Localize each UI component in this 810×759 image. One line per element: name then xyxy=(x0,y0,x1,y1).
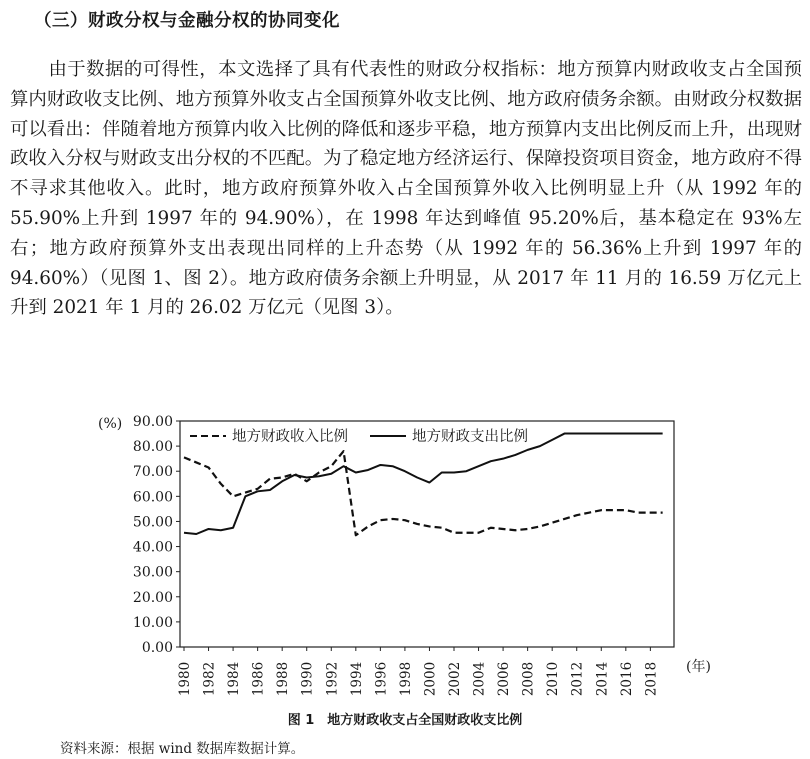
x-tick-label: 2016 xyxy=(618,661,635,697)
x-tick-label: 1984 xyxy=(226,661,243,697)
x-tick-label: 2006 xyxy=(496,661,513,697)
x-tick-label: 1986 xyxy=(250,661,267,697)
x-tick-label: 2002 xyxy=(447,661,463,697)
y-tick-label: 20.00 xyxy=(132,589,173,606)
x-tick-label: 1980 xyxy=(177,661,193,697)
x-tick-label: 2004 xyxy=(471,661,488,697)
y-tick-label: 60.00 xyxy=(132,489,173,506)
y-tick-label: 10.00 xyxy=(132,614,173,631)
x-tick-label: 2014 xyxy=(594,661,611,697)
line-chart xyxy=(94,405,714,705)
x-tick-label: 1998 xyxy=(397,661,414,697)
y-tick-label: 80.00 xyxy=(132,439,173,456)
x-tick-label: 1990 xyxy=(299,661,316,697)
x-axis-unit: (年) xyxy=(686,659,711,675)
x-tick-label: 1994 xyxy=(348,661,365,697)
chart-axes xyxy=(98,414,711,696)
section-heading: （三）财政分权与金融分权的协同变化 xyxy=(34,11,340,31)
y-tick-label: 90.00 xyxy=(132,414,173,430)
x-tick-label: 1992 xyxy=(324,661,341,697)
x-tick-label: 2000 xyxy=(422,661,439,697)
x-tick-label: 2010 xyxy=(545,661,562,697)
x-tick-label: 1988 xyxy=(275,661,292,697)
legend-label-1: 地方财政收入比例 xyxy=(232,429,348,445)
legend-label-2: 地方财政支出比例 xyxy=(412,429,528,445)
x-tick-label: 1996 xyxy=(373,661,390,697)
body-paragraph xyxy=(10,55,802,323)
y-axis-unit: (%) xyxy=(98,416,123,432)
x-tick-label: 2012 xyxy=(569,661,586,697)
y-tick-label: 30.00 xyxy=(132,564,173,581)
plot-frame xyxy=(180,421,674,647)
series-line-2 xyxy=(184,434,663,534)
x-tick-label: 1982 xyxy=(201,661,218,697)
chart-legend xyxy=(190,427,528,445)
x-tick-label: 2008 xyxy=(520,661,537,697)
source-note: 资料来源：根据 wind 数据库数据计算。 xyxy=(60,741,305,757)
y-tick-label: 70.00 xyxy=(132,464,173,481)
chart-series xyxy=(184,434,663,536)
figure-caption: 图 1 地方财政收支占全国财政收支比例 xyxy=(287,713,523,728)
y-tick-label: 50.00 xyxy=(132,514,173,531)
paragraph-text: 由于数据的可得性，本文选择了具有代表性的财政分权指标：地方预算内财政收支占全国预算内财政收支比例、地方预算外收支占全国预算外收支比例、地方政府债务余额。由财政分权数据可以看出：伴随着地方预算内收入比例的降低和逐步平稳，地方预算内支出比例反而上升，出现财政收入分权与财政支出分权的不匹配。为了稳定地方经济运行、保障投资项目资金，地方政府不得不寻求其他收入。此时，地方政府预算外收入占全国预算外收入比例明显上升（从 1992 年的 55.90%上升到 1997 年的 94.90%），在 1998 年达到峰值 95.20%后，基本稳定在 93%左右；地方政府预算外支出表现出同样的上升态势（从 1992 年的 56.36%上升到 1997 年的 94.60%）（见图 1、图 2）。地方政府债务余额上升明显，从 2017 年 11 月的 16.59 万亿元上升到 2021 年 1 月的 26.02 万亿元（见图 3）。 xyxy=(10,59,802,319)
y-tick-label: 40.00 xyxy=(132,539,173,556)
x-tick-label: 2018 xyxy=(643,661,660,697)
series-line-1 xyxy=(184,451,663,535)
y-tick-label: 0.00 xyxy=(141,640,173,656)
